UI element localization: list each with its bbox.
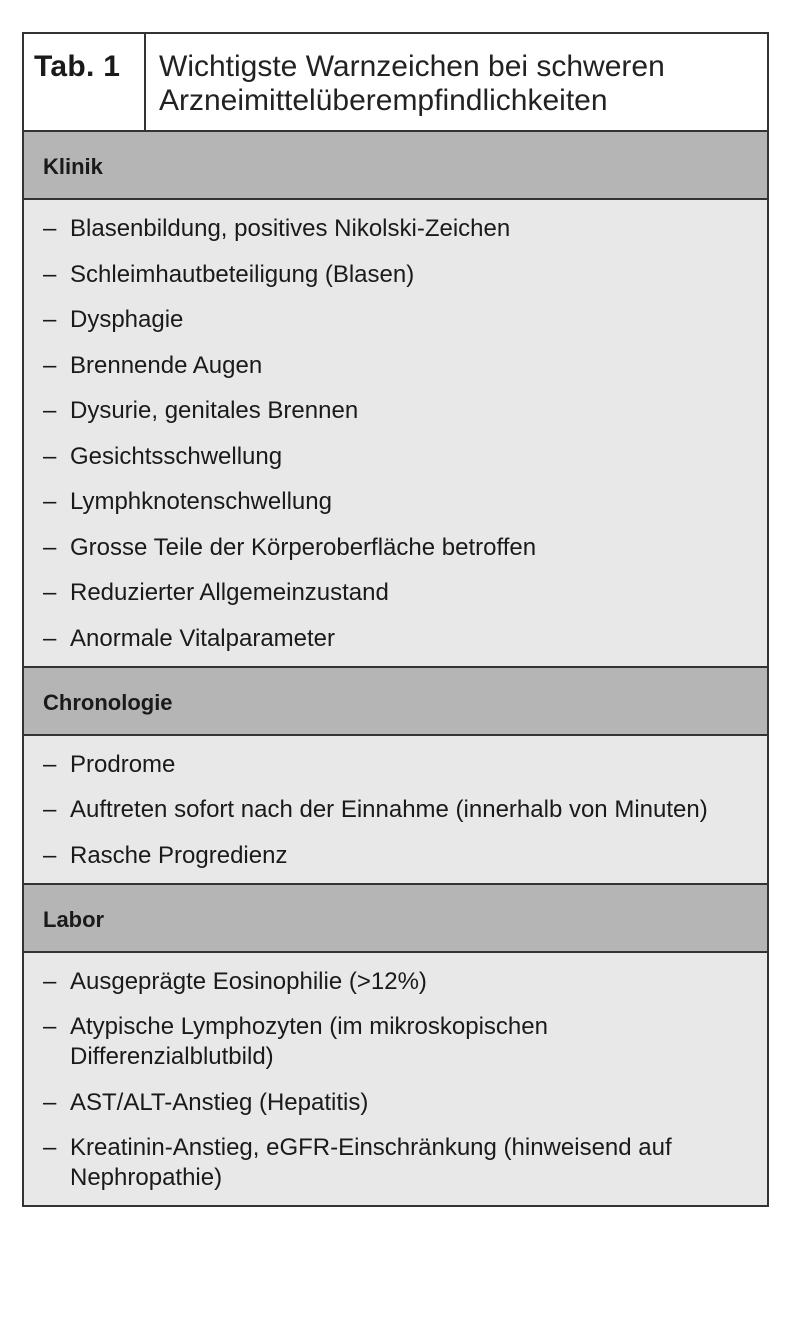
list-item: – Lymphknotenschwellung [43, 488, 332, 515]
list-item: – Atypische Lymphozyten (im mikroskopischen Differenzialblutbild) [43, 1013, 548, 1070]
section-header-chronologie: Chronologie [24, 668, 767, 736]
list-item: – Kreatinin-Anstieg, eGFR-Einschränkung (hinweisend auf Nephropathie) [43, 1134, 672, 1191]
list-item: – Dysphagie [43, 306, 184, 333]
list-item: – AST/ALT-Anstieg (Hepatitis) [43, 1088, 369, 1116]
list-item: – Anormale Vitalparameter [43, 624, 336, 652]
table-title-row [24, 34, 767, 132]
list-item: – Reduzierter Allgemeinzustand [43, 579, 389, 606]
list-item: – Prodrome [43, 750, 176, 778]
list-item: – Gesichtsschwellung [43, 442, 283, 470]
section-body-klinik [24, 200, 767, 668]
list-item: – Brennende Augen [43, 351, 263, 379]
list-item: – Auftreten sofort nach der Einnahme (innerhalb von Minuten) [43, 796, 708, 823]
section-body-labor [24, 953, 767, 1206]
table-title: Wichtigste Warnzeichen bei schweren Arzneimittelüberempfindlichkeiten [159, 50, 665, 117]
section-body-chronologie [24, 736, 767, 885]
warning-signs-table [22, 32, 769, 1207]
list-item: – Schleimhautbeteiligung (Blasen) [43, 260, 415, 288]
list-item: – Blasenbildung, positives Nikolski-Zeichen [43, 215, 511, 242]
list-item: – Ausgeprägte Eosinophilie (>12%) [43, 967, 427, 995]
list-item: – Dysurie, genitales Brennen [43, 397, 359, 424]
list-item: – Rasche Progredienz [43, 841, 288, 869]
section-header-labor: Labor [24, 885, 767, 953]
list-item: – Grosse Teile der Körperoberfläche betroffen [43, 533, 537, 561]
section-header-klinik: Klinik [24, 132, 767, 200]
table-number: Tab. 1 [24, 34, 146, 130]
